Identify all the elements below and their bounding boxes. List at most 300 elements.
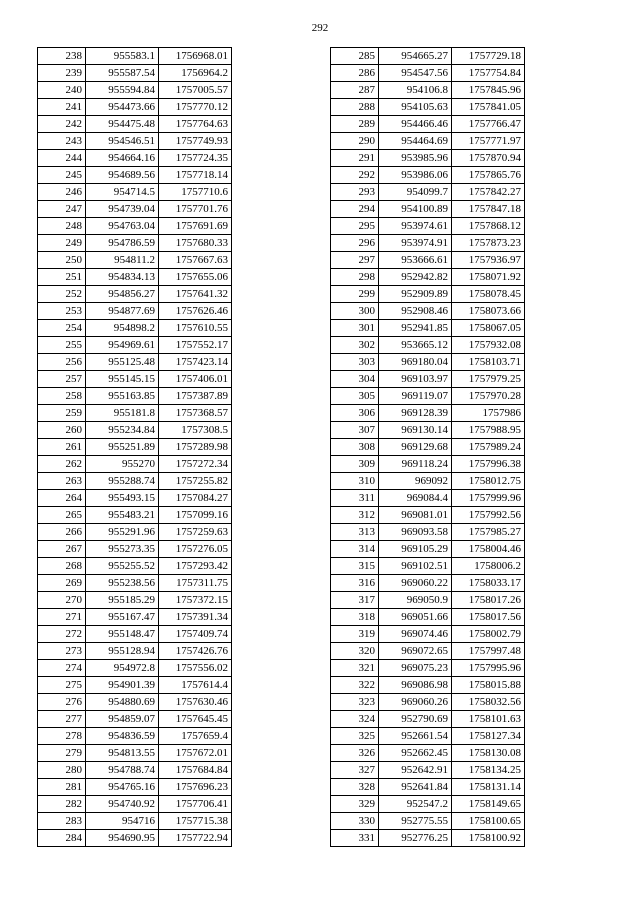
point-number-cell: 254 [38, 320, 86, 337]
point-number-cell: 243 [38, 133, 86, 150]
point-number-cell: 320 [331, 643, 379, 660]
y-coordinate-cell: 1757842.27 [452, 184, 525, 201]
x-coordinate-cell: 952547.2 [379, 796, 452, 813]
point-number-cell: 264 [38, 490, 86, 507]
table-row [331, 354, 525, 371]
y-coordinate-cell: 1757659.4 [159, 728, 232, 745]
y-coordinate-cell: 1757293.42 [159, 558, 232, 575]
point-number-cell: 296 [331, 235, 379, 252]
x-coordinate-cell: 969180.04 [379, 354, 452, 371]
point-number-cell: 244 [38, 150, 86, 167]
point-number-cell: 287 [331, 82, 379, 99]
point-number-cell: 299 [331, 286, 379, 303]
x-coordinate-cell: 954972.8 [86, 660, 159, 677]
table-row [38, 762, 232, 779]
table-row [331, 371, 525, 388]
point-number-cell: 298 [331, 269, 379, 286]
y-coordinate-cell: 1757729.18 [452, 48, 525, 65]
y-coordinate-cell: 1757667.63 [159, 252, 232, 269]
table-row [331, 167, 525, 184]
x-coordinate-cell: 953665.12 [379, 337, 452, 354]
y-coordinate-cell: 1757552.17 [159, 337, 232, 354]
table-row [331, 541, 525, 558]
table-row [331, 48, 525, 65]
y-coordinate-cell: 1758032.56 [452, 694, 525, 711]
x-coordinate-cell: 955587.54 [86, 65, 159, 82]
x-coordinate-cell: 955148.47 [86, 626, 159, 643]
y-coordinate-cell: 1758067.05 [452, 320, 525, 337]
point-number-cell: 248 [38, 218, 86, 235]
table-row [331, 388, 525, 405]
table-row [331, 337, 525, 354]
y-coordinate-cell: 1757409.74 [159, 626, 232, 643]
y-coordinate-cell: 1758071.92 [452, 269, 525, 286]
table-row [38, 82, 232, 99]
x-coordinate-cell: 954739.04 [86, 201, 159, 218]
table-row [38, 286, 232, 303]
y-coordinate-cell: 1757311.75 [159, 575, 232, 592]
x-coordinate-cell: 954099.7 [379, 184, 452, 201]
table-row [331, 473, 525, 490]
point-number-cell: 269 [38, 575, 86, 592]
table-row [331, 660, 525, 677]
y-coordinate-cell: 1757754.84 [452, 65, 525, 82]
table-row [38, 779, 232, 796]
table-row [38, 269, 232, 286]
point-number-cell: 331 [331, 830, 379, 847]
table-row [331, 490, 525, 507]
y-coordinate-cell: 1757684.84 [159, 762, 232, 779]
y-coordinate-cell: 1757701.76 [159, 201, 232, 218]
point-number-cell: 286 [331, 65, 379, 82]
table-row [38, 677, 232, 694]
x-coordinate-cell: 954859.07 [86, 711, 159, 728]
table-row [38, 167, 232, 184]
y-coordinate-cell: 1757289.98 [159, 439, 232, 456]
table-row [38, 609, 232, 626]
x-coordinate-cell: 952662.45 [379, 745, 452, 762]
point-number-cell: 283 [38, 813, 86, 830]
y-coordinate-cell: 1757932.08 [452, 337, 525, 354]
x-coordinate-cell: 954836.59 [86, 728, 159, 745]
table-row [38, 626, 232, 643]
point-number-cell: 301 [331, 320, 379, 337]
table-row [38, 371, 232, 388]
y-coordinate-cell: 1757985.27 [452, 524, 525, 541]
x-coordinate-cell: 969075.23 [379, 660, 452, 677]
y-coordinate-cell: 1758134.25 [452, 762, 525, 779]
y-coordinate-cell: 1758004.46 [452, 541, 525, 558]
table-row [38, 524, 232, 541]
point-number-cell: 252 [38, 286, 86, 303]
x-coordinate-cell: 969118.24 [379, 456, 452, 473]
x-coordinate-cell: 969092 [379, 473, 452, 490]
x-coordinate-cell: 954811.2 [86, 252, 159, 269]
x-coordinate-cell: 954665.27 [379, 48, 452, 65]
x-coordinate-cell: 954664.16 [86, 150, 159, 167]
y-coordinate-cell: 1758130.08 [452, 745, 525, 762]
table-row [331, 218, 525, 235]
x-coordinate-cell: 955273.35 [86, 541, 159, 558]
point-number-cell: 253 [38, 303, 86, 320]
x-coordinate-cell: 955288.74 [86, 473, 159, 490]
y-coordinate-cell: 1757672.01 [159, 745, 232, 762]
table-row [38, 490, 232, 507]
point-number-cell: 272 [38, 626, 86, 643]
x-coordinate-cell: 955181.8 [86, 405, 159, 422]
x-coordinate-cell: 954714.5 [86, 184, 159, 201]
table-row [38, 830, 232, 847]
table-row [331, 575, 525, 592]
point-number-cell: 310 [331, 473, 379, 490]
y-coordinate-cell: 1757997.48 [452, 643, 525, 660]
x-coordinate-cell: 955163.85 [86, 388, 159, 405]
point-number-cell: 256 [38, 354, 86, 371]
x-coordinate-cell: 954690.95 [86, 830, 159, 847]
x-coordinate-cell: 954856.27 [86, 286, 159, 303]
y-coordinate-cell: 1757868.12 [452, 218, 525, 235]
y-coordinate-cell: 1757276.05 [159, 541, 232, 558]
y-coordinate-cell: 1757426.76 [159, 643, 232, 660]
table-row [331, 643, 525, 660]
x-coordinate-cell: 955493.15 [86, 490, 159, 507]
x-coordinate-cell: 954788.74 [86, 762, 159, 779]
table-row [38, 541, 232, 558]
point-number-cell: 328 [331, 779, 379, 796]
point-number-cell: 249 [38, 235, 86, 252]
table-row [38, 388, 232, 405]
table-row [331, 235, 525, 252]
point-number-cell: 258 [38, 388, 86, 405]
point-number-cell: 306 [331, 405, 379, 422]
point-number-cell: 239 [38, 65, 86, 82]
table-row [38, 439, 232, 456]
table-row [331, 320, 525, 337]
point-number-cell: 309 [331, 456, 379, 473]
x-coordinate-cell: 954105.63 [379, 99, 452, 116]
table-row [331, 558, 525, 575]
table-row [38, 354, 232, 371]
y-coordinate-cell: 1757099.16 [159, 507, 232, 524]
point-number-cell: 259 [38, 405, 86, 422]
table-row [38, 252, 232, 269]
x-coordinate-cell: 954475.48 [86, 116, 159, 133]
y-coordinate-cell: 1757614.4 [159, 677, 232, 694]
table-row [38, 813, 232, 830]
point-number-cell: 303 [331, 354, 379, 371]
table-row [38, 456, 232, 473]
y-coordinate-cell: 1757873.23 [452, 235, 525, 252]
point-number-cell: 300 [331, 303, 379, 320]
x-coordinate-cell: 955125.48 [86, 354, 159, 371]
y-coordinate-cell: 1758127.34 [452, 728, 525, 745]
x-coordinate-cell: 955251.89 [86, 439, 159, 456]
point-number-cell: 308 [331, 439, 379, 456]
x-coordinate-cell: 955145.15 [86, 371, 159, 388]
coordinates-table-left [37, 47, 232, 847]
page-number: 292 [311, 22, 329, 34]
point-number-cell: 251 [38, 269, 86, 286]
table-row [331, 524, 525, 541]
x-coordinate-cell: 954547.56 [379, 65, 452, 82]
x-coordinate-cell: 954100.89 [379, 201, 452, 218]
y-coordinate-cell: 1757724.35 [159, 150, 232, 167]
point-number-cell: 274 [38, 660, 86, 677]
x-coordinate-cell: 955291.96 [86, 524, 159, 541]
x-coordinate-cell: 952661.54 [379, 728, 452, 745]
y-coordinate-cell: 1757255.82 [159, 473, 232, 490]
x-coordinate-cell: 969128.39 [379, 405, 452, 422]
x-coordinate-cell: 969051.66 [379, 609, 452, 626]
table-row [38, 643, 232, 660]
table-row [38, 48, 232, 65]
y-coordinate-cell: 1757387.89 [159, 388, 232, 405]
table-row [331, 592, 525, 609]
y-coordinate-cell: 1757368.57 [159, 405, 232, 422]
x-coordinate-cell: 969102.51 [379, 558, 452, 575]
y-coordinate-cell: 1757655.06 [159, 269, 232, 286]
x-coordinate-cell: 954786.59 [86, 235, 159, 252]
point-number-cell: 277 [38, 711, 86, 728]
y-coordinate-cell: 1756968.01 [159, 48, 232, 65]
table-row [331, 626, 525, 643]
table-row [38, 201, 232, 218]
point-number-cell: 261 [38, 439, 86, 456]
y-coordinate-cell: 1757989.24 [452, 439, 525, 456]
table-row [38, 65, 232, 82]
y-coordinate-cell: 1757391.34 [159, 609, 232, 626]
table-row [331, 830, 525, 847]
point-number-cell: 292 [331, 167, 379, 184]
y-coordinate-cell: 1758073.66 [452, 303, 525, 320]
table-row [38, 337, 232, 354]
x-coordinate-cell: 969074.46 [379, 626, 452, 643]
table-row [331, 439, 525, 456]
point-number-cell: 325 [331, 728, 379, 745]
x-coordinate-cell: 969060.26 [379, 694, 452, 711]
y-coordinate-cell: 1757986 [452, 405, 525, 422]
table-row [38, 558, 232, 575]
point-number-cell: 266 [38, 524, 86, 541]
point-number-cell: 265 [38, 507, 86, 524]
x-coordinate-cell: 953985.96 [379, 150, 452, 167]
y-coordinate-cell: 1757372.15 [159, 592, 232, 609]
y-coordinate-cell: 1757696.23 [159, 779, 232, 796]
table-row [38, 507, 232, 524]
y-coordinate-cell: 1757936.97 [452, 252, 525, 269]
x-coordinate-cell: 969093.58 [379, 524, 452, 541]
y-coordinate-cell: 1757645.45 [159, 711, 232, 728]
table-row [38, 728, 232, 745]
point-number-cell: 281 [38, 779, 86, 796]
x-coordinate-cell: 954763.04 [86, 218, 159, 235]
y-coordinate-cell: 1758015.88 [452, 677, 525, 694]
table-row [38, 473, 232, 490]
y-coordinate-cell: 1758100.65 [452, 813, 525, 830]
table-row [38, 422, 232, 439]
point-number-cell: 270 [38, 592, 86, 609]
point-number-cell: 318 [331, 609, 379, 626]
x-coordinate-cell: 969103.97 [379, 371, 452, 388]
x-coordinate-cell: 954834.13 [86, 269, 159, 286]
table-row [331, 150, 525, 167]
point-number-cell: 319 [331, 626, 379, 643]
point-number-cell: 329 [331, 796, 379, 813]
table-row [38, 184, 232, 201]
point-number-cell: 276 [38, 694, 86, 711]
x-coordinate-cell: 954473.66 [86, 99, 159, 116]
point-number-cell: 238 [38, 48, 86, 65]
table-row [331, 609, 525, 626]
point-number-cell: 246 [38, 184, 86, 201]
y-coordinate-cell: 1757870.94 [452, 150, 525, 167]
point-number-cell: 289 [331, 116, 379, 133]
y-coordinate-cell: 1757626.46 [159, 303, 232, 320]
x-coordinate-cell: 969105.29 [379, 541, 452, 558]
y-coordinate-cell: 1757556.02 [159, 660, 232, 677]
table-row [331, 422, 525, 439]
x-coordinate-cell: 954880.69 [86, 694, 159, 711]
table-row [38, 235, 232, 252]
y-coordinate-cell: 1757680.33 [159, 235, 232, 252]
point-number-cell: 302 [331, 337, 379, 354]
point-number-cell: 250 [38, 252, 86, 269]
table-row [38, 218, 232, 235]
x-coordinate-cell: 952641.84 [379, 779, 452, 796]
x-coordinate-cell: 952942.82 [379, 269, 452, 286]
x-coordinate-cell: 955238.56 [86, 575, 159, 592]
y-coordinate-cell: 1758131.14 [452, 779, 525, 796]
table-row [331, 201, 525, 218]
y-coordinate-cell: 1757992.56 [452, 507, 525, 524]
y-coordinate-cell: 1757988.95 [452, 422, 525, 439]
y-coordinate-cell: 1758033.17 [452, 575, 525, 592]
x-coordinate-cell: 955594.84 [86, 82, 159, 99]
point-number-cell: 304 [331, 371, 379, 388]
y-coordinate-cell: 1757641.32 [159, 286, 232, 303]
table-row [331, 677, 525, 694]
table-row [331, 405, 525, 422]
x-coordinate-cell: 955483.21 [86, 507, 159, 524]
y-coordinate-cell: 1757970.28 [452, 388, 525, 405]
y-coordinate-cell: 1758078.45 [452, 286, 525, 303]
x-coordinate-cell: 955185.29 [86, 592, 159, 609]
y-coordinate-cell: 1757710.6 [159, 184, 232, 201]
x-coordinate-cell: 954546.51 [86, 133, 159, 150]
y-coordinate-cell: 1757979.25 [452, 371, 525, 388]
x-coordinate-cell: 969081.01 [379, 507, 452, 524]
y-coordinate-cell: 1757845.96 [452, 82, 525, 99]
table-row [38, 405, 232, 422]
x-coordinate-cell: 969060.22 [379, 575, 452, 592]
point-number-cell: 257 [38, 371, 86, 388]
point-number-cell: 279 [38, 745, 86, 762]
point-number-cell: 262 [38, 456, 86, 473]
y-coordinate-cell: 1757423.14 [159, 354, 232, 371]
y-coordinate-cell: 1757722.94 [159, 830, 232, 847]
x-coordinate-cell: 954740.92 [86, 796, 159, 813]
table-row [331, 456, 525, 473]
x-coordinate-cell: 953986.06 [379, 167, 452, 184]
point-number-cell: 278 [38, 728, 86, 745]
table-row [331, 116, 525, 133]
table-row [38, 320, 232, 337]
x-coordinate-cell: 969119.07 [379, 388, 452, 405]
x-coordinate-cell: 969050.9 [379, 592, 452, 609]
x-coordinate-cell: 955234.84 [86, 422, 159, 439]
y-coordinate-cell: 1758100.92 [452, 830, 525, 847]
y-coordinate-cell: 1757841.05 [452, 99, 525, 116]
point-number-cell: 326 [331, 745, 379, 762]
y-coordinate-cell: 1757706.41 [159, 796, 232, 813]
table-row [38, 303, 232, 320]
y-coordinate-cell: 1757770.12 [159, 99, 232, 116]
point-number-cell: 295 [331, 218, 379, 235]
y-coordinate-cell: 1757715.38 [159, 813, 232, 830]
table-row [38, 745, 232, 762]
x-coordinate-cell: 954765.16 [86, 779, 159, 796]
x-coordinate-cell: 955128.94 [86, 643, 159, 660]
point-number-cell: 280 [38, 762, 86, 779]
x-coordinate-cell: 969084.4 [379, 490, 452, 507]
x-coordinate-cell: 954969.61 [86, 337, 159, 354]
table-row [38, 711, 232, 728]
y-coordinate-cell: 1758012.75 [452, 473, 525, 490]
x-coordinate-cell: 952908.46 [379, 303, 452, 320]
point-number-cell: 247 [38, 201, 86, 218]
point-number-cell: 297 [331, 252, 379, 269]
y-coordinate-cell: 1758002.79 [452, 626, 525, 643]
point-number-cell: 263 [38, 473, 86, 490]
table-row [331, 796, 525, 813]
table-row [331, 65, 525, 82]
y-coordinate-cell: 1757771.97 [452, 133, 525, 150]
point-number-cell: 323 [331, 694, 379, 711]
point-number-cell: 245 [38, 167, 86, 184]
y-coordinate-cell: 1758149.65 [452, 796, 525, 813]
y-coordinate-cell: 1757005.57 [159, 82, 232, 99]
point-number-cell: 324 [331, 711, 379, 728]
x-coordinate-cell: 954813.55 [86, 745, 159, 762]
table-row [331, 762, 525, 779]
table-row [331, 303, 525, 320]
table-row [331, 694, 525, 711]
point-number-cell: 241 [38, 99, 86, 116]
point-number-cell: 260 [38, 422, 86, 439]
table-row [331, 507, 525, 524]
x-coordinate-cell: 969072.65 [379, 643, 452, 660]
table-row [331, 133, 525, 150]
y-coordinate-cell: 1758101.63 [452, 711, 525, 728]
table-row [331, 82, 525, 99]
point-number-cell: 242 [38, 116, 86, 133]
x-coordinate-cell: 953666.61 [379, 252, 452, 269]
y-coordinate-cell: 1758017.26 [452, 592, 525, 609]
table-row [38, 133, 232, 150]
table-row [331, 286, 525, 303]
table-row [38, 575, 232, 592]
y-coordinate-cell: 1757766.47 [452, 116, 525, 133]
point-number-cell: 284 [38, 830, 86, 847]
y-coordinate-cell: 1757865.76 [452, 167, 525, 184]
table-row [331, 252, 525, 269]
x-coordinate-cell: 954689.56 [86, 167, 159, 184]
y-coordinate-cell: 1757610.55 [159, 320, 232, 337]
table-row [38, 660, 232, 677]
point-number-cell: 321 [331, 660, 379, 677]
point-number-cell: 291 [331, 150, 379, 167]
point-number-cell: 327 [331, 762, 379, 779]
